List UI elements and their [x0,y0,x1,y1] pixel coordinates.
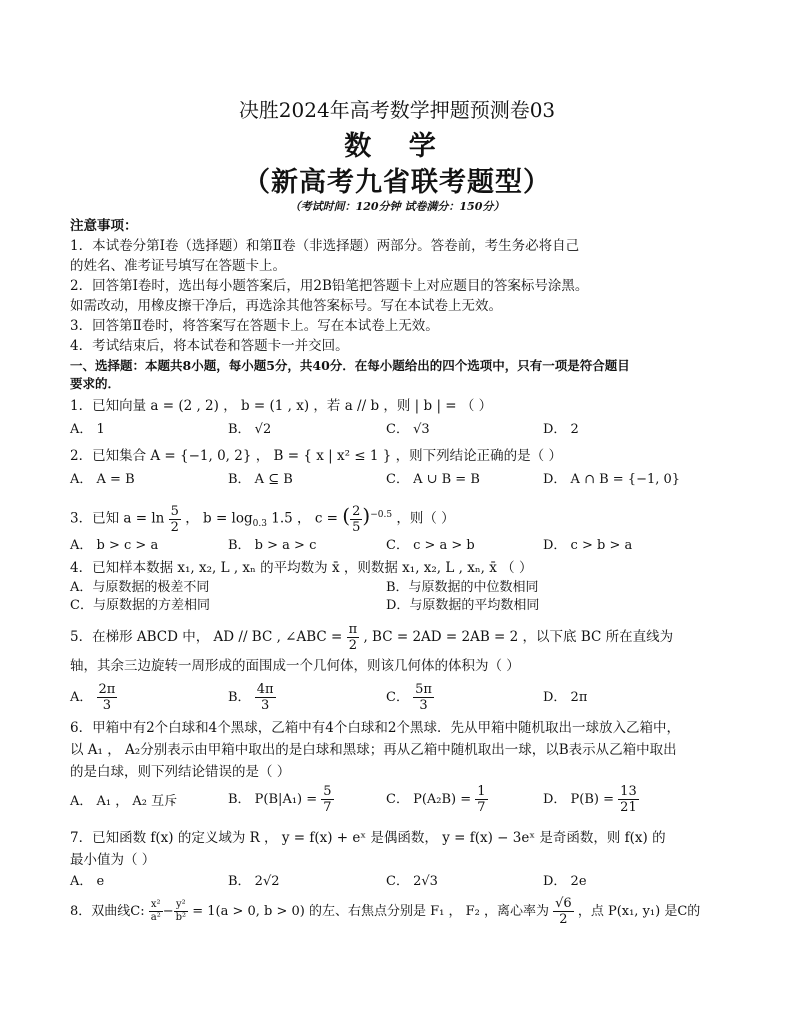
q1-option-d: D． 2 [543,422,579,437]
section-heading-cont: 要求的． [70,376,121,391]
q6-c-fraction [475,784,487,815]
option-label: A． [70,690,93,705]
q3-text-d: ，则（ ） [396,510,455,527]
q3-text-a: 3．已知 a = ln [70,510,165,527]
q7-option-d: D． 2e [543,874,587,889]
question-6-line3: 的是白球，则下列结论错误的是（ ） [70,764,291,780]
question-2-stem: 2．已知集合 A = {−1, 0, 2} ， B = { x | x² ≤ 1 } ，则下列结论正确的是（ ） [70,448,562,464]
q1-option-c: C． √3 [386,422,430,437]
q4-option-d: D．与原数据的平均数相同 [386,598,540,613]
option-label: D． P(B) = [543,792,615,807]
q5-text-a: 5．在梯形 ABCD 中， AD // BC , ∠ABC = [70,629,343,645]
question-3-stem: 3．已知 a = ln $\frac{5}{2}$ ， $b = \log_{0.3} 1.5$ ， c = ( $\frac{2}{5}$ )$^{-0.5}$ ，则（ ） [70,503,455,535]
frac-num: 2π [98,682,116,697]
q4-option-c: C．与原数据的方差相同 [70,598,210,613]
frac-den: 2 [170,519,179,535]
q3-option-d: D． c > b > a [543,538,633,553]
q8-x-fraction [149,899,163,924]
note-line: 的姓名、准考证号填写在答题卡上。 [70,258,286,274]
q6-option-d [543,782,639,818]
frac-den: 2 [348,638,358,653]
option-label: B． P(B|A₁) = [228,792,318,807]
q5-c-fraction [413,682,434,713]
q8-y-fraction [174,899,188,924]
frac-num: 13 [620,784,637,799]
option-label: C． [386,690,409,705]
question-1-stem: 1．已知向量 a = (2 , 2) ， b = (1 , x) ，若 a // b ，则 | b | = （ ） [70,398,493,414]
option-label: C． P(A₂B) = [386,792,472,807]
question-8-stem: 8．双曲线C: $\frac{\text{x²}}{\text{a²}}$ − $\frac{\text{y²}}{\text{b²}}$ = 1(a > 0, b > 0) 的左、右焦点分别是 F₁ ， F₂ ，离心率为 $\frac{√6}{2}$ ，点 P(x₁, y₁) 是C的 [70,896,701,927]
q3-text-c: 1.5 ， c = [271,510,338,527]
q5-option-c [386,680,434,716]
frac-num: 5 [170,503,179,519]
frac-den: 3 [419,698,428,713]
note-line: 如需改动，用橡皮擦干净后，再选涂其他答案标号。写在本试卷上无效。 [70,298,502,314]
frac-num: 5 [323,784,332,799]
q6-option-a: A． A₁ ， A₂ 互斥 [70,794,178,809]
q1-option-a: A． 1 [70,422,105,437]
section-heading: 一、选择题：本题共8小题，每小题5分，共40分．在每小题给出的四个选项中，只有一项是符合题目 [70,358,630,373]
q8-text-c: ，点 P(x₁, y₁) 是C的 [577,904,701,919]
question-6-line2: 以 A₁ ， A₂分别表示由甲箱中取出的是白球和黑球；再从乙箱中随机取出一球，以B表示从乙箱中取出 [70,742,677,758]
q3-fraction-c [350,504,362,535]
q6-d-fraction [618,784,639,815]
frac-den: 5 [352,519,361,535]
frac-den: b² [175,912,187,923]
exponent: −0.5 [370,510,393,520]
subject-title: 数 学 [344,131,450,162]
frac-den: 2 [559,912,568,927]
q2-option-b: B． A ⊆ B [228,472,293,487]
frac-num: 1 [477,784,486,799]
question-6-line1: 6．甲箱中有2个白球和4个黑球，乙箱中有4个白球和2个黑球．先从甲箱中随机取出一球放入乙箱中， [70,720,680,736]
q6-b-fraction [321,784,333,815]
q7-option-c: C． 2√3 [386,874,438,889]
q5-fraction [347,622,360,653]
frac-den: 3 [260,698,270,713]
question-5-stem [70,622,740,653]
frac-num: 5π [415,682,432,697]
q2-option-a: A． A = B [70,472,135,487]
frac-den: 7 [323,800,332,815]
log-base: 0.3 [252,519,267,530]
q4-option-a: A．与原数据的极差不同 [70,580,210,595]
question-4-stem: 4．已知样本数据 x₁, x₂, L , xₙ 的平均数为 x̄ ，则数据 x₁, x₂, L , xₙ, x̄ （ ） [70,560,533,576]
frac-num: 2 [352,503,361,519]
question-7-line2: 最小值为（ ） [70,852,156,868]
note-line: 1．本试卷分第Ⅰ卷（选择题）和第Ⅱ卷（非选择题）两部分。答卷前，考生务必将自己 [70,238,580,254]
q3-fraction-a [169,504,181,535]
frac-den: 21 [620,800,637,815]
q5-text-b: , BC = 2AD = 2AB = 2 ，以下底 BC 所在直线为 [363,629,674,645]
note-line: 4．考试结束后，将本试卷和答题卡一并交回。 [70,338,349,354]
frac-num: 4π [256,682,274,697]
note-line: 3．回答第Ⅱ卷时，将答案写在答题卡上。写在本试卷上无效。 [70,318,439,334]
q5-option-d: D． 2π [543,690,588,705]
q3-option-c: C． c > a > b [386,538,475,553]
q5-a-fraction [97,682,118,713]
frac-den: a² [150,912,161,923]
note-line: 2．回答第Ⅰ卷时，选出每小题答案后，用2B铅笔把答题卡上对应题目的答案标号涂黑。 [70,278,589,294]
frac-num: √6 [555,896,572,911]
q8-e-fraction [553,896,574,927]
q6-option-c [386,782,488,818]
q5-option-b [228,680,276,716]
frac-den: 7 [477,800,486,815]
q2-option-c: C． A ∪ B = B [386,472,480,487]
q8-text-a: 8．双曲线C: [70,904,145,919]
q7-option-a: A． e [70,874,105,889]
q5-option-a [70,680,117,716]
frac-den: 3 [102,698,112,713]
frac-num: y² [174,899,188,912]
exam-title: 决胜2024年高考数学押题预测卷03 [238,98,556,122]
q3-text-b: ， b = log [185,510,253,527]
frac-num: π [348,622,358,637]
question-7-line1: 7．已知函数 f(x) 的定义域为 R ， y = f(x) + eˣ 是偶函数， y = f(x) − 3eˣ 是奇函数，则 f(x) 的 [70,830,666,846]
option-label: B． [228,690,251,705]
question-5-line2: 轴，其余三边旋转一周形成的面围成一个几何体，则该几何体的体积为（ ） [70,658,520,674]
q3-option-a: A． b > c > a [70,538,159,553]
frac-num: x² [149,899,163,912]
q8-text-b: = 1(a > 0, b > 0) 的左、右焦点分别是 F₁ ， F₂ ，离心率为 [192,904,549,919]
exam-info: （考试时间：120分钟 试卷满分：150分） [289,200,505,213]
exam-type-title: （新高考九省联考题型） [243,167,551,198]
notes-heading: 注意事项： [70,218,138,234]
q3-option-b: B． b > a > c [228,538,317,553]
q4-option-b: B．与原数据的中位数相同 [386,580,539,595]
q1-option-b: B． √2 [228,422,272,437]
q5-b-fraction [255,682,276,713]
q2-option-d: D． A ∩ B = {−1, 0} [543,472,681,487]
q6-option-b [228,782,334,818]
q7-option-b: B． 2√2 [228,874,280,889]
